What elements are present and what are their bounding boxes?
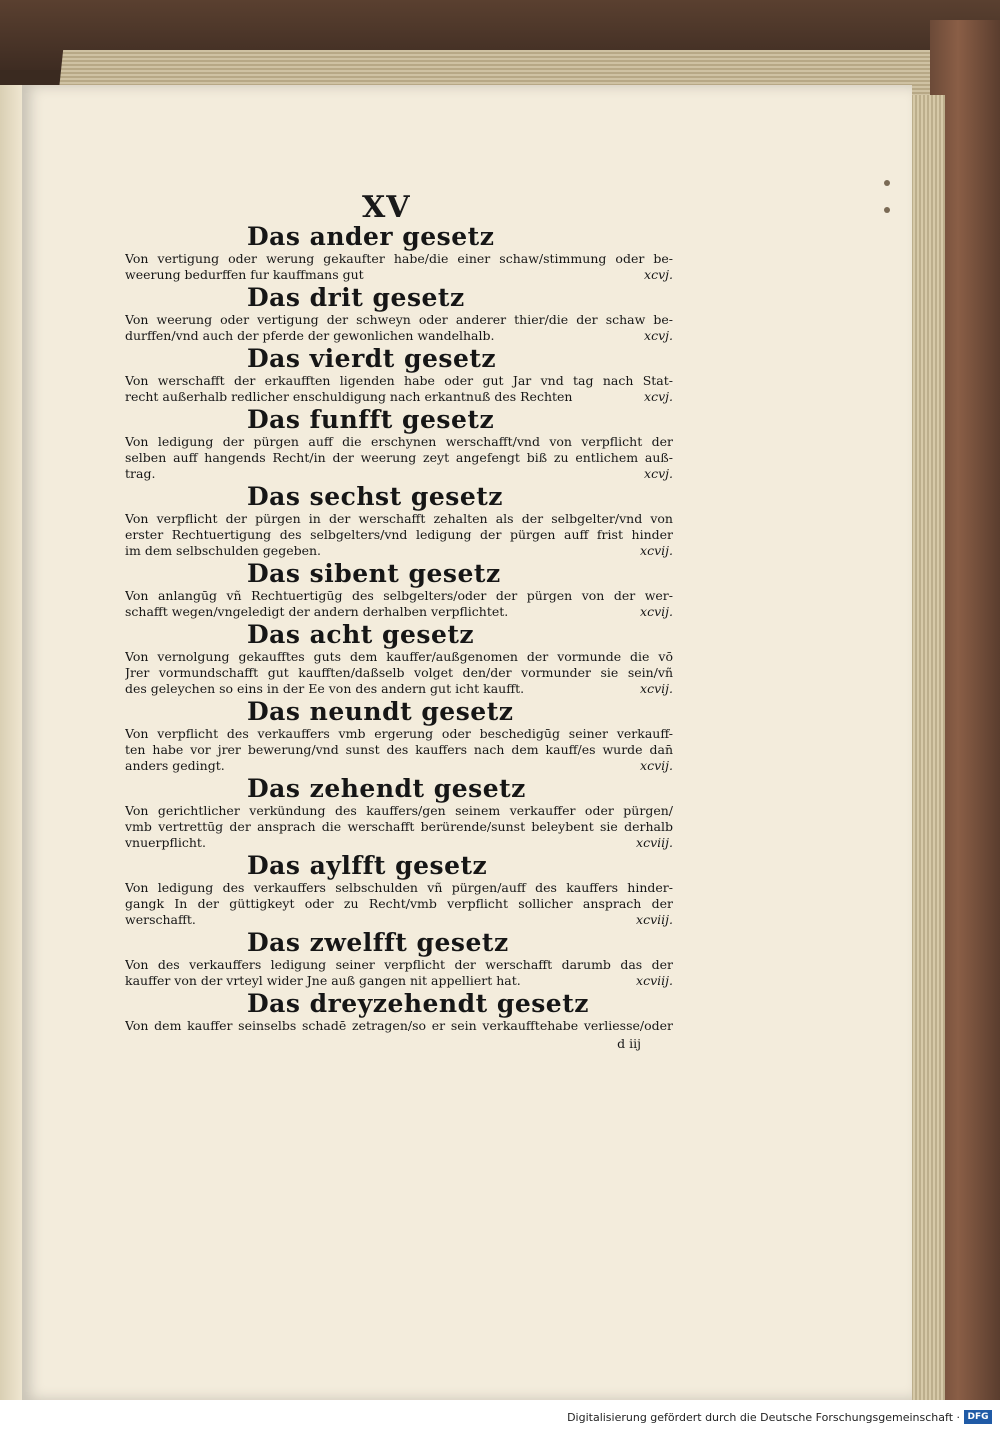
entry-line: erster Rechtuertigung des selbgelters/vnd ledigung der pürgen auff frist hinder [125, 527, 673, 542]
toc-entry [125, 928, 673, 989]
toc-entry [125, 222, 673, 283]
entry-heading: Das sibent gesetz [247, 559, 501, 588]
entry-last-line [125, 681, 673, 697]
entry-page-number: xcvij. [640, 758, 673, 773]
entry-page-number: xcvij. [640, 604, 673, 619]
toc-entry [125, 559, 673, 620]
entry-line: durffen/vnd auch der pferde der gewonlichen wandelhalb. [125, 328, 495, 343]
toc-entry [125, 697, 673, 774]
entry-line: Von anlangūg vñ Rechtuertigūg des selbgelters/oder der pürgen von der wer- [125, 588, 673, 603]
entry-page-number: xcviij. [636, 912, 673, 927]
left-page-edge [0, 85, 22, 1400]
entry-line: trag. [125, 466, 156, 481]
toc-entry [125, 283, 673, 344]
entry-line: Von dem kauffer seinselbs schadē zetragen/so er sein verkaufftehabe verliesse/oder [125, 1018, 673, 1033]
margin-dot-icon [884, 180, 890, 186]
funding-credit: Digitalisierung gefördert durch die Deutsche Forschungsgemeinschaft · [567, 1411, 960, 1424]
entry-line: Von vertigung oder werung gekaufter habe/die einer schaw/stimmung oder be- [125, 251, 673, 266]
entry-description [125, 373, 673, 405]
entry-last-line [125, 912, 673, 928]
toc-entry [125, 774, 673, 851]
entry-line: weerung bedurffen fur kauffmans gut [125, 267, 364, 282]
entry-heading: Das aylfft gesetz [247, 851, 488, 880]
entry-last-line [125, 389, 673, 405]
signature-mark: d iij [617, 1036, 641, 1051]
entry-line: Von ledigung des verkauffers selbschulden vñ pürgen/auff des kauffers hinder- [125, 880, 673, 895]
entry-line: ten habe vor jrer bewerung/vnd sunst des kauffers nach dem kauff/es wurde dan̄ [125, 742, 673, 757]
entry-line: Von vernolgung gekaufftes guts dem kauffer/außgenomen der vormunde die vō [125, 649, 673, 664]
entry-description [125, 588, 673, 620]
entry-heading: Das ander gesetz [247, 222, 495, 251]
entry-line: Von verpflicht der pürgen in der werschafft zehalten als der selbgelter/vnd von [125, 511, 673, 526]
entry-description [125, 312, 673, 344]
entry-line: Von ledigung der pürgen auff die erschynen werschafft/vnd von verpflicht der [125, 434, 673, 449]
entry-page-number: xcvij. [640, 681, 673, 696]
entry-heading: Das zwelfft gesetz [247, 928, 509, 957]
footer-bar [0, 1400, 1000, 1436]
entry-line: Jrer vormundschafft gut kaufften/daßselb volget den/der vormunder sie sein/vñ [125, 665, 673, 680]
entry-last-line [125, 328, 673, 344]
toc-entry [125, 405, 673, 482]
toc-entry [125, 344, 673, 405]
entry-line: Von gerichtlicher verkündung des kauffers/gen seinem verkauffer oder pürgen/ [125, 803, 673, 818]
folio-number: XV [362, 190, 411, 225]
toc-entry [125, 620, 673, 697]
entry-line: gangk In der güttigkeyt oder zu Recht/vmb verpflicht sollicher ansprach der [125, 896, 673, 911]
entry-last-line [125, 835, 673, 851]
entry-last-line [125, 604, 673, 620]
entry-line: Von verpflicht des verkauffers vmb ergerung oder beschedigūg seiner verkauff- [125, 726, 673, 741]
entry-heading: Das dreyzehendt gesetz [247, 989, 589, 1018]
toc-entry [125, 989, 673, 1034]
entry-heading: Das neundt gesetz [247, 697, 514, 726]
entry-description [125, 880, 673, 928]
entry-last-line [125, 466, 673, 482]
entry-line: im dem selbschulden gegeben. [125, 543, 322, 558]
entry-page-number: xcviij. [636, 835, 673, 850]
entry-heading: Das funfft gesetz [247, 405, 495, 434]
entry-line: anders gedingt. [125, 758, 225, 773]
entry-page-number: xcvj. [644, 267, 673, 282]
entry-heading: Das sechst gesetz [247, 482, 503, 511]
entry-description [125, 434, 673, 482]
entry-last-line [125, 973, 673, 989]
entry-line: vmb vertrettūg der ansprach die werschafft berürende/sunst beleybent sie derhalb [125, 819, 673, 834]
entry-heading: Das acht gesetz [247, 620, 475, 649]
entry-description [125, 803, 673, 851]
entry-line: des geleychen so eins in der Ee von des andern gut icht kaufft. [125, 681, 525, 696]
entry-line: Von werschafft der erkaufften ligenden habe oder gut Jar vnd tag nach Stat- [125, 373, 673, 388]
entry-heading: Das zehendt gesetz [247, 774, 526, 803]
margin-dot-icon [884, 207, 890, 213]
entry-page-number: xcviij. [636, 973, 673, 988]
entry-last-line [125, 758, 673, 774]
entry-description [125, 251, 673, 283]
entry-line: kauffer von der vrteyl wider Jne auß gangen nit appelliert hat. [125, 973, 521, 988]
entry-description [125, 957, 673, 989]
toc-entry [125, 482, 673, 559]
entry-line: recht außerhalb redlicher enschuldigung nach erkantnuß des Rechten [125, 389, 573, 404]
entry-page-number: xcvj. [644, 466, 673, 481]
entry-description [125, 511, 673, 559]
entry-page-number: xcvj. [644, 389, 673, 404]
entry-line: vnuerpflicht. [125, 835, 206, 850]
entry-line: selben auff hangends Recht/in der weerung zeyt angefengt biß zu entlichem auß- [125, 450, 673, 465]
entry-heading: Das drit gesetz [247, 283, 465, 312]
entry-heading: Das vierdt gesetz [247, 344, 497, 373]
dfg-logo-icon: DFG [964, 1410, 992, 1424]
entry-description [125, 726, 673, 774]
table-of-contents [125, 222, 673, 1051]
entry-description [125, 649, 673, 697]
entry-line: Von weerung oder vertigung der schweyn oder anderer thier/die der schaw be- [125, 312, 673, 327]
entry-description [125, 1018, 673, 1034]
entry-line: werschafft. [125, 912, 196, 927]
toc-entry [125, 851, 673, 928]
entry-line: schafft wegen/vngeledigt der andern derhalben verpflichtet. [125, 604, 509, 619]
entry-last-line [125, 267, 673, 283]
entry-line: Von des verkauffers ledigung seiner verpflicht der werschafft darumb das der [125, 957, 673, 972]
entry-page-number: xcvj. [644, 328, 673, 343]
entry-page-number: xcvij. [640, 543, 673, 558]
entry-last-line [125, 543, 673, 559]
